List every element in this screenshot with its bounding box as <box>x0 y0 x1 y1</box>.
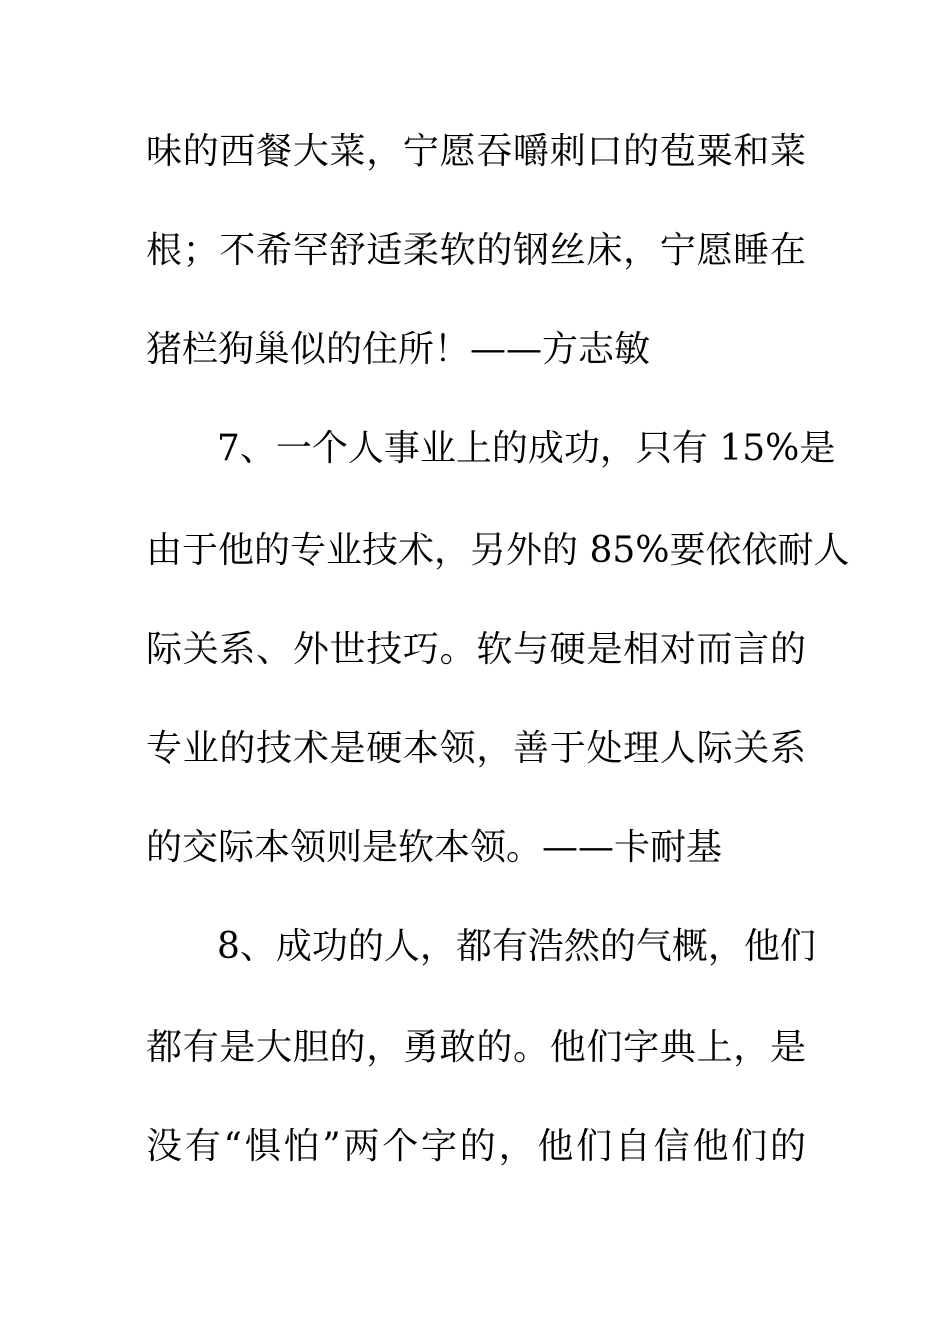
text-line: 没有“惧怕”两个字的，他们自信他们的 <box>146 1126 806 1167</box>
paragraph-start-line: 7、一个人事业上的成功，只有 15%是 <box>217 428 836 469</box>
text-line: 专业的技术是硬本领，善于处理人际关系 <box>146 728 806 769</box>
text-line: 由于他的专业技术，另外的 85%要依依耐人 <box>146 530 850 571</box>
text-line: 猪栏狗巢似的住所！——方志敏 <box>146 329 651 370</box>
text-line: 根；不希罕舒适柔软的钢丝床，宁愿睡在 <box>146 230 806 271</box>
paragraph-start-line: 8、成功的人，都有浩然的气概，他们 <box>217 926 816 967</box>
text-line: 际关系、外世技巧。软与硬是相对而言的 <box>146 629 806 670</box>
text-line: 味的西餐大菜，宁愿吞嚼刺口的苞粟和菜 <box>146 131 806 172</box>
text-line: 的交际本领则是软本领。——卡耐基 <box>146 827 723 868</box>
text-line: 都有是大胆的，勇敢的。他们字典上，是 <box>146 1027 806 1068</box>
